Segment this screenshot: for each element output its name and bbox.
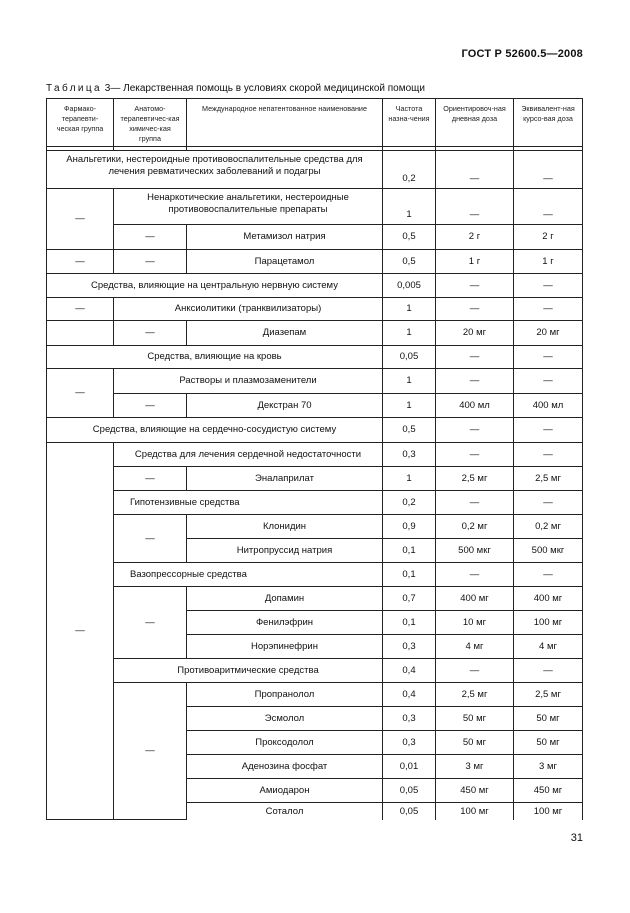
table-row [47, 189, 583, 225]
drug-name: Нитропруссид натрия [187, 539, 383, 563]
dash-cell: — [114, 587, 187, 659]
standard-number: ГОСТ Р 52600.5—2008 [461, 48, 583, 60]
course-dose-cell: 400 мг [514, 587, 583, 611]
frequency-cell: 0,5 [383, 225, 436, 250]
dash-cell: — [47, 250, 114, 274]
subgroup-name: Ненаркотические анальгетики, нестероидные противовоспалительные препараты [114, 189, 383, 225]
course-dose-cell: — [514, 369, 583, 394]
subgroup-name: Гипотензивные средства [114, 491, 383, 515]
dash-cell: — [114, 225, 187, 250]
frequency-cell: 0,005 [383, 274, 436, 298]
frequency-cell: 1 [383, 189, 436, 225]
course-dose-cell: — [514, 274, 583, 298]
course-dose-cell: — [514, 189, 583, 225]
drug-name: Норэпинефрин [187, 635, 383, 659]
table-row [47, 151, 583, 189]
daily-dose-cell: 500 мкг [436, 539, 514, 563]
table-row [47, 274, 583, 298]
daily-dose-cell: — [436, 274, 514, 298]
daily-dose-cell: 4 мг [436, 635, 514, 659]
drug-name: Допамин [187, 587, 383, 611]
table-row [47, 418, 583, 443]
daily-dose-cell: — [436, 189, 514, 225]
col-header-frequency: Частота назна-чения [383, 99, 436, 147]
drug-name: Парацетамол [187, 250, 383, 274]
frequency-cell: 0,1 [383, 539, 436, 563]
daily-dose-cell: 2,5 мг [436, 467, 514, 491]
frequency-cell: 0,05 [383, 779, 436, 803]
frequency-cell: 0,1 [383, 611, 436, 635]
course-dose-cell: — [514, 151, 583, 189]
course-dose-cell: 450 мг [514, 779, 583, 803]
course-dose-cell: 1 г [514, 250, 583, 274]
subgroup-name: Средства для лечения сердечной недостаточности [114, 443, 383, 467]
dash-cell: — [114, 394, 187, 418]
drug-name: Клонидин [187, 515, 383, 539]
drug-name: Диазепам [187, 321, 383, 346]
daily-dose-cell: — [436, 298, 514, 321]
frequency-cell: 0,3 [383, 635, 436, 659]
subgroup-name: Противоаритмические средства [114, 659, 383, 683]
course-dose-cell: 100 мг [514, 611, 583, 635]
table-caption [46, 83, 425, 94]
dash-cell: — [47, 369, 114, 418]
course-dose-cell: — [514, 491, 583, 515]
frequency-cell: 0,5 [383, 250, 436, 274]
daily-dose-cell: 2 г [436, 225, 514, 250]
col-header-daily-dose: Ориентировоч-ная дневная доза [436, 99, 514, 147]
caption-label: Таблица [46, 83, 103, 94]
frequency-cell: 1 [383, 467, 436, 491]
dash-cell: — [114, 250, 187, 274]
frequency-cell: 0,7 [383, 587, 436, 611]
daily-dose-cell: 400 мг [436, 587, 514, 611]
daily-dose-cell: — [436, 563, 514, 587]
drug-name: Декстран 70 [187, 394, 383, 418]
course-dose-cell: 400 мл [514, 394, 583, 418]
drug-name: Пропранолол [187, 683, 383, 707]
course-dose-cell: — [514, 563, 583, 587]
course-dose-cell: 0,2 мг [514, 515, 583, 539]
drug-name: Проксодолол [187, 731, 383, 755]
medication-table [46, 98, 583, 820]
course-dose-cell: 3 мг [514, 755, 583, 779]
daily-dose-cell: 2,5 мг [436, 683, 514, 707]
table-row [47, 683, 583, 707]
table-row [47, 515, 583, 539]
frequency-cell: 0,3 [383, 731, 436, 755]
frequency-cell: 0,3 [383, 443, 436, 467]
subgroup-name: Вазопрессорные средства [114, 563, 383, 587]
course-dose-cell: — [514, 346, 583, 369]
frequency-cell: 0,4 [383, 659, 436, 683]
dash-cell: — [114, 467, 187, 491]
daily-dose-cell: 10 мг [436, 611, 514, 635]
table-row [47, 659, 583, 683]
daily-dose-cell: — [436, 418, 514, 443]
daily-dose-cell: 100 мг [436, 803, 514, 820]
drug-name: Аденозина фосфат [187, 755, 383, 779]
frequency-cell: 1 [383, 298, 436, 321]
course-dose-cell: 2,5 мг [514, 683, 583, 707]
daily-dose-cell: 50 мг [436, 731, 514, 755]
table-row [47, 394, 583, 418]
caption-number: 3 [104, 83, 111, 94]
dash-cell: — [114, 321, 187, 346]
drug-name: Фенилэфрин [187, 611, 383, 635]
empty-cell [47, 321, 114, 346]
daily-dose-cell: 400 мл [436, 394, 514, 418]
subgroup-name: Анксиолитики (транквилизаторы) [114, 298, 383, 321]
dash-cell: — [47, 189, 114, 250]
frequency-cell: 0,2 [383, 151, 436, 189]
subgroup-name: Растворы и плазмозаменители [114, 369, 383, 394]
col-header-inn: Международное непатентованное наименование [187, 99, 383, 147]
table-row [47, 587, 583, 611]
page-number: 31 [570, 832, 583, 844]
table-row [47, 321, 583, 346]
frequency-cell: 0,05 [383, 346, 436, 369]
table-row [47, 250, 583, 274]
group-name: Средства, влияющие на сердечно-сосудистую систему [47, 418, 383, 443]
group-name: Средства, влияющие на кровь [47, 346, 383, 369]
drug-name: Соталол [187, 803, 383, 820]
frequency-cell: 0,01 [383, 755, 436, 779]
group-name: Средства, влияющие на центральную нервную систему [47, 274, 383, 298]
table-row [47, 491, 583, 515]
table-row [47, 443, 583, 467]
daily-dose-cell: — [436, 659, 514, 683]
daily-dose-cell: — [436, 491, 514, 515]
table-row [47, 225, 583, 250]
dash-cell: — [47, 443, 114, 820]
dash-cell: — [47, 298, 114, 321]
table-row [47, 369, 583, 394]
dash-cell: — [114, 683, 187, 820]
frequency-cell: 0,2 [383, 491, 436, 515]
daily-dose-cell: 450 мг [436, 779, 514, 803]
frequency-cell: 1 [383, 369, 436, 394]
frequency-cell: 0,3 [383, 707, 436, 731]
daily-dose-cell: 3 мг [436, 755, 514, 779]
daily-dose-cell: 50 мг [436, 707, 514, 731]
daily-dose-cell: — [436, 443, 514, 467]
course-dose-cell: 2,5 мг [514, 467, 583, 491]
table-header-row [47, 99, 583, 147]
daily-dose-cell: 1 г [436, 250, 514, 274]
frequency-cell: 0,5 [383, 418, 436, 443]
course-dose-cell: 50 мг [514, 707, 583, 731]
col-header-pharmaco-group: Фармако-терапевти-ческая группа [47, 99, 114, 147]
table-row [47, 563, 583, 587]
table-row [47, 346, 583, 369]
frequency-cell: 0,05 [383, 803, 436, 820]
table-row [47, 298, 583, 321]
daily-dose-cell: — [436, 369, 514, 394]
frequency-cell: 1 [383, 321, 436, 346]
course-dose-cell: 2 г [514, 225, 583, 250]
group-name: Анальгетики, нестероидные противовоспалительные средства для лечения ревматических заболеваний и подагры [47, 151, 383, 189]
daily-dose-cell: — [436, 151, 514, 189]
course-dose-cell: 20 мг [514, 321, 583, 346]
frequency-cell: 0,1 [383, 563, 436, 587]
drug-name: Амиодарон [187, 779, 383, 803]
caption-text: — Лекарственная помощь в условиях скорой медицинской помощи [110, 83, 425, 94]
table-row [47, 467, 583, 491]
col-header-course-dose: Эквивалент-ная курсо-вая доза [514, 99, 583, 147]
course-dose-cell: 100 мг [514, 803, 583, 820]
course-dose-cell: — [514, 659, 583, 683]
course-dose-cell: 4 мг [514, 635, 583, 659]
drug-name: Эналаприлат [187, 467, 383, 491]
frequency-cell: 0,4 [383, 683, 436, 707]
col-header-atc-group: Анатомо-терапевтичес-кая химичес-кая группа [114, 99, 187, 147]
course-dose-cell: 500 мкг [514, 539, 583, 563]
frequency-cell: 0,9 [383, 515, 436, 539]
course-dose-cell: — [514, 443, 583, 467]
course-dose-cell: — [514, 298, 583, 321]
course-dose-cell: 50 мг [514, 731, 583, 755]
drug-name: Эсмолол [187, 707, 383, 731]
dash-cell: — [114, 515, 187, 563]
daily-dose-cell: 20 мг [436, 321, 514, 346]
daily-dose-cell: 0,2 мг [436, 515, 514, 539]
frequency-cell: 1 [383, 394, 436, 418]
course-dose-cell: — [514, 418, 583, 443]
drug-name: Метамизол натрия [187, 225, 383, 250]
daily-dose-cell: — [436, 346, 514, 369]
